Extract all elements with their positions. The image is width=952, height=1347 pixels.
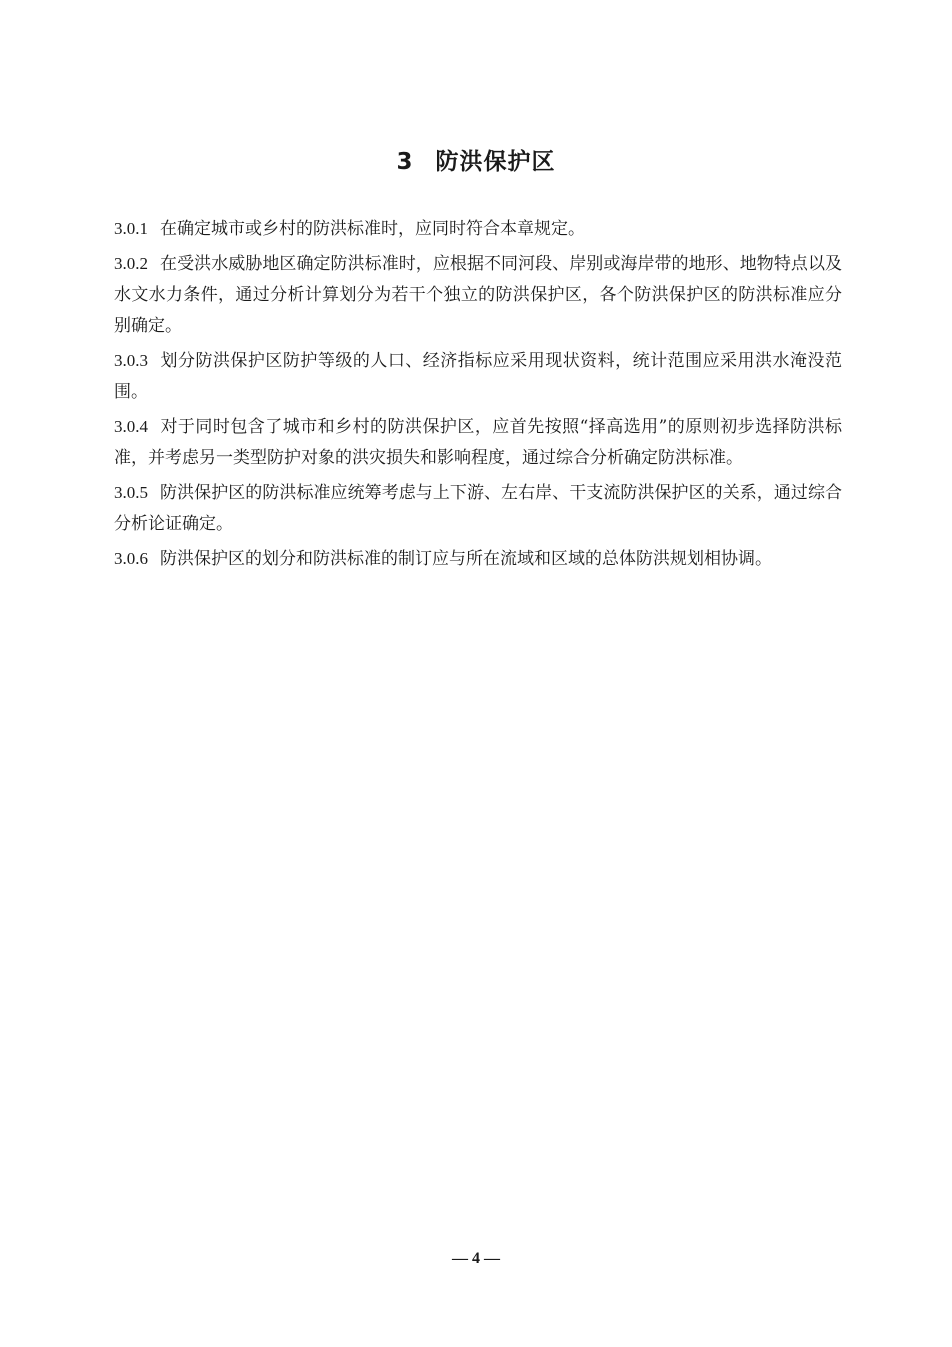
page-number: — 4 — [452, 1250, 500, 1267]
chapter-heading [0, 146, 952, 178]
clause-3-0-6 [114, 543, 842, 575]
clause-number: 3.0.1 [114, 219, 148, 238]
clause-3-0-4 [114, 411, 842, 474]
clause-text: 防洪保护区的划分和防洪标准的制订应与所在流域和区域的总体防洪规划相协调。 [160, 549, 772, 569]
clause-3-0-1 [114, 213, 842, 245]
clause-text: 在受洪水威胁地区确定防洪标准时，应根据不同河段、岸别或海岸带的地形、地物特点以及水文水力条件，通过分析计算划分为若干个独立的防洪保护区，各个防洪保护区的防洪标准应分别确定。 [114, 254, 842, 336]
clause-number: 3.0.2 [114, 254, 148, 273]
chapter-body [114, 213, 842, 578]
clause-number: 3.0.5 [114, 483, 148, 502]
chapter-number: 3 [396, 149, 414, 175]
clause-number: 3.0.6 [114, 549, 148, 568]
clause-3-0-3 [114, 345, 842, 408]
clause-text: 在确定城市或乡村的防洪标准时，应同时符合本章规定。 [160, 219, 585, 239]
clause-3-0-5 [114, 477, 842, 540]
clause-number: 3.0.3 [114, 351, 148, 370]
clause-text: 对于同时包含了城市和乡村的防洪保护区，应首先按照“择高选用”的原则初步选择防洪标准，并考虑另一类型防护对象的洪灾损失和影响程度，通过综合分析确定防洪标准。 [114, 417, 842, 468]
clause-number: 3.0.4 [114, 417, 148, 436]
chapter-title: 防洪保护区 [435, 149, 556, 175]
clause-text: 划分防洪保护区防护等级的人口、经济指标应采用现状资料，统计范围应采用洪水淹没范围。 [114, 351, 842, 402]
clause-3-0-2 [114, 248, 842, 342]
clause-text: 防洪保护区的防洪标准应统筹考虑与上下游、左右岸、干支流防洪保护区的关系，通过综合分析论证确定。 [114, 483, 842, 534]
